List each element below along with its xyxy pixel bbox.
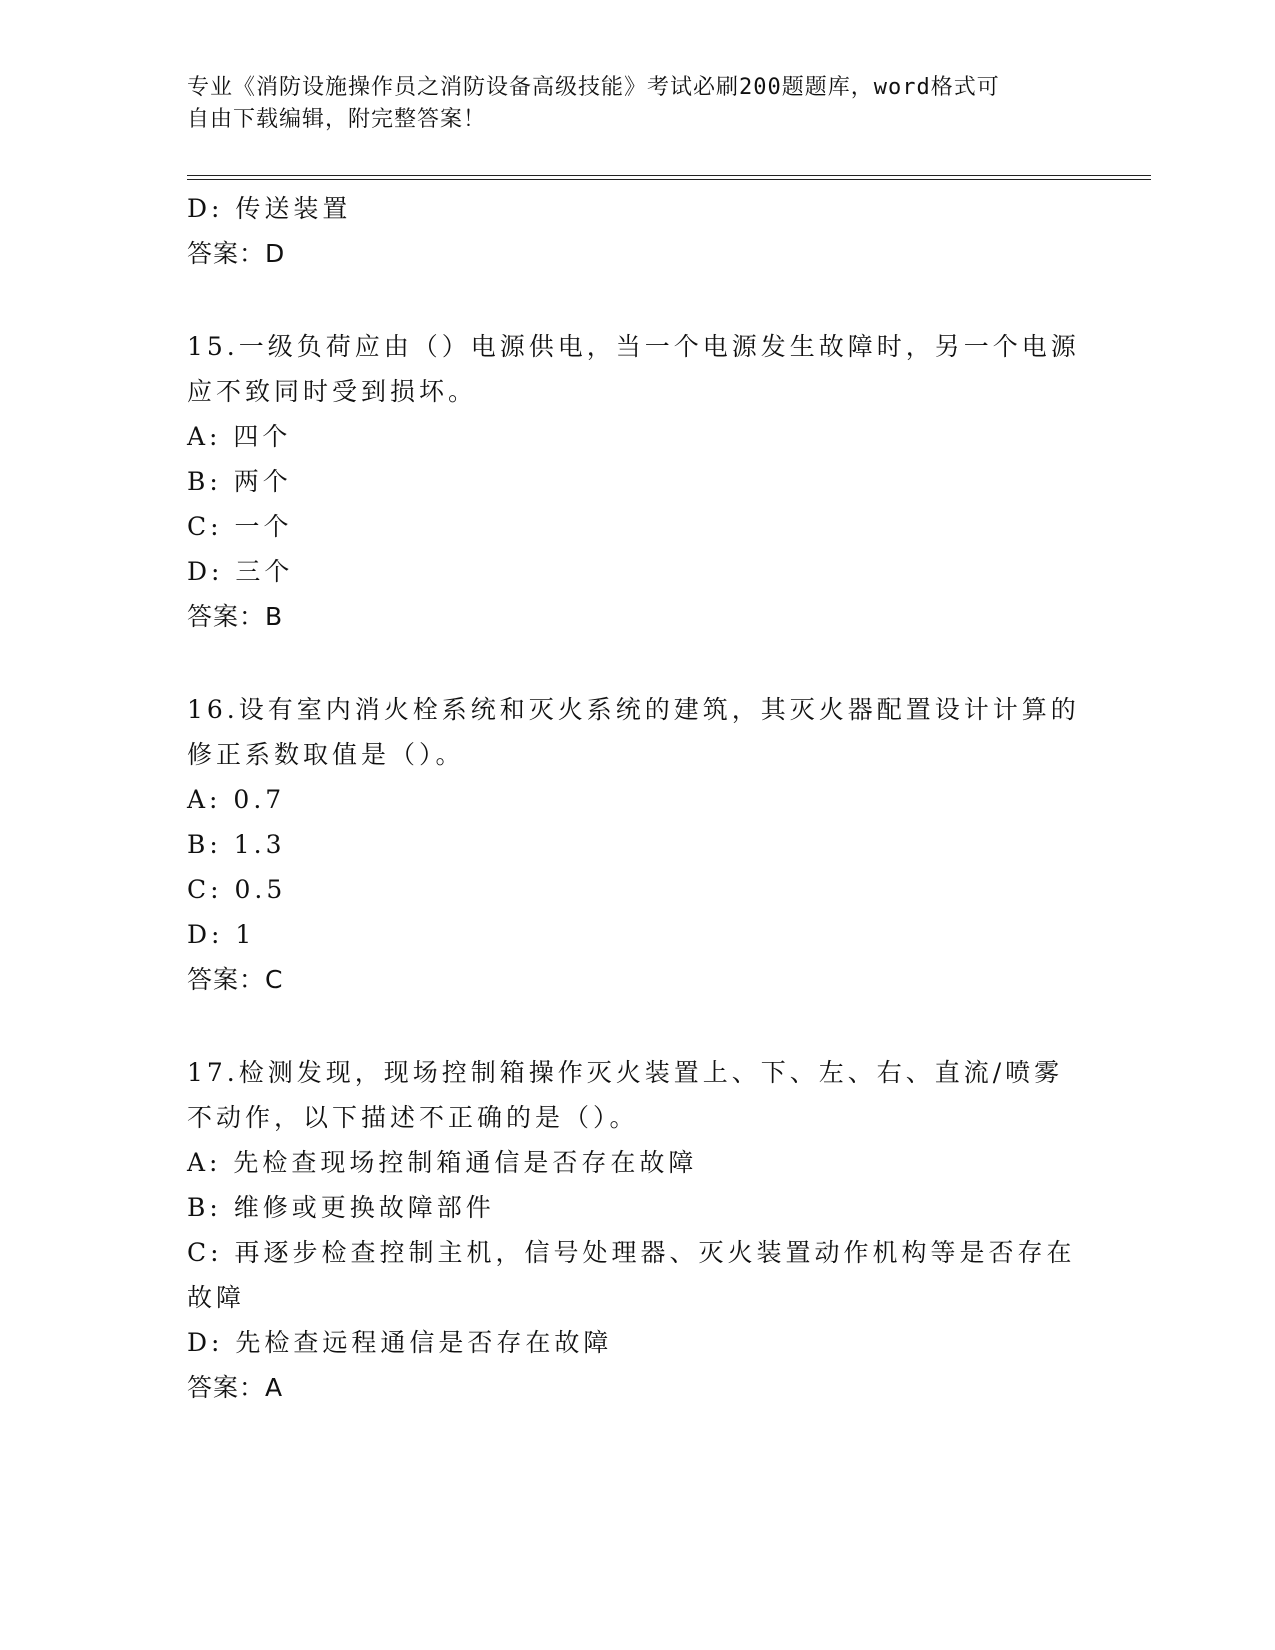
spacer	[187, 1002, 1087, 1050]
spacer	[187, 639, 1087, 687]
question-16-answer: 答案：C	[187, 965, 284, 994]
header-rule-bottom	[187, 179, 1151, 180]
question-16-option-d: D: 1	[187, 920, 256, 949]
spacer	[187, 276, 1087, 324]
question-16-option-a: A: 0.7	[187, 785, 286, 814]
question-16-option-b: B: 1.3	[187, 830, 286, 859]
question-15-option-c: C: 一个	[187, 512, 293, 541]
prev-option-d: D: 传送装置	[187, 194, 352, 223]
question-17-option-b: B: 维修或更换故障部件	[187, 1193, 495, 1222]
header-title-line-2: 自由下载编辑，附完整答案！	[187, 107, 487, 132]
question-16	[187, 687, 1087, 1002]
document-header	[187, 72, 1067, 136]
header-rule-top	[187, 175, 1151, 176]
question-17-answer: 答案：A	[187, 1373, 284, 1402]
question-16-stem-line-2: 修正系数取值是（）。	[187, 740, 465, 769]
question-15	[187, 324, 1087, 639]
question-17	[187, 1050, 1087, 1410]
prev-answer: 答案：D	[187, 239, 286, 268]
question-15-option-a: A: 四个	[187, 422, 292, 451]
header-title-line-1: 专业《消防设施操作员之消防设备高级技能》考试必刷200题题库，word格式可	[187, 75, 1000, 100]
question-15-stem-line-1: 15.一级负荷应由（）电源供电，当一个电源发生故障时，另一个电源	[187, 332, 1080, 361]
question-17-stem-line-1: 17.检测发现，现场控制箱操作灭火装置上、下、左、右、直流/喷雾	[187, 1058, 1064, 1087]
question-15-answer: 答案：B	[187, 602, 284, 631]
question-16-option-c: C: 0.5	[187, 875, 287, 904]
question-17-option-c: C: 再逐步检查控制主机，信号处理器、灭火装置动作机构等是否存在	[187, 1238, 1076, 1267]
question-17-option-a: A: 先检查现场控制箱通信是否存在故障	[187, 1148, 698, 1177]
question-16-stem-line-1: 16.设有室内消火栓系统和灭火系统的建筑，其灭火器配置设计计算的	[187, 695, 1080, 724]
question-17-option-c-continued: 故障	[187, 1283, 246, 1312]
question-17-stem-line-2: 不动作，以下描述不正确的是（）。	[187, 1103, 639, 1132]
question-15-stem-line-2: 应不致同时受到损坏。	[187, 377, 478, 406]
question-15-option-d: D: 三个	[187, 557, 294, 586]
question-17-option-d: D: 先检查远程通信是否存在故障	[187, 1328, 613, 1357]
question-15-option-b: B: 两个	[187, 467, 292, 496]
question-content	[187, 186, 1087, 1410]
